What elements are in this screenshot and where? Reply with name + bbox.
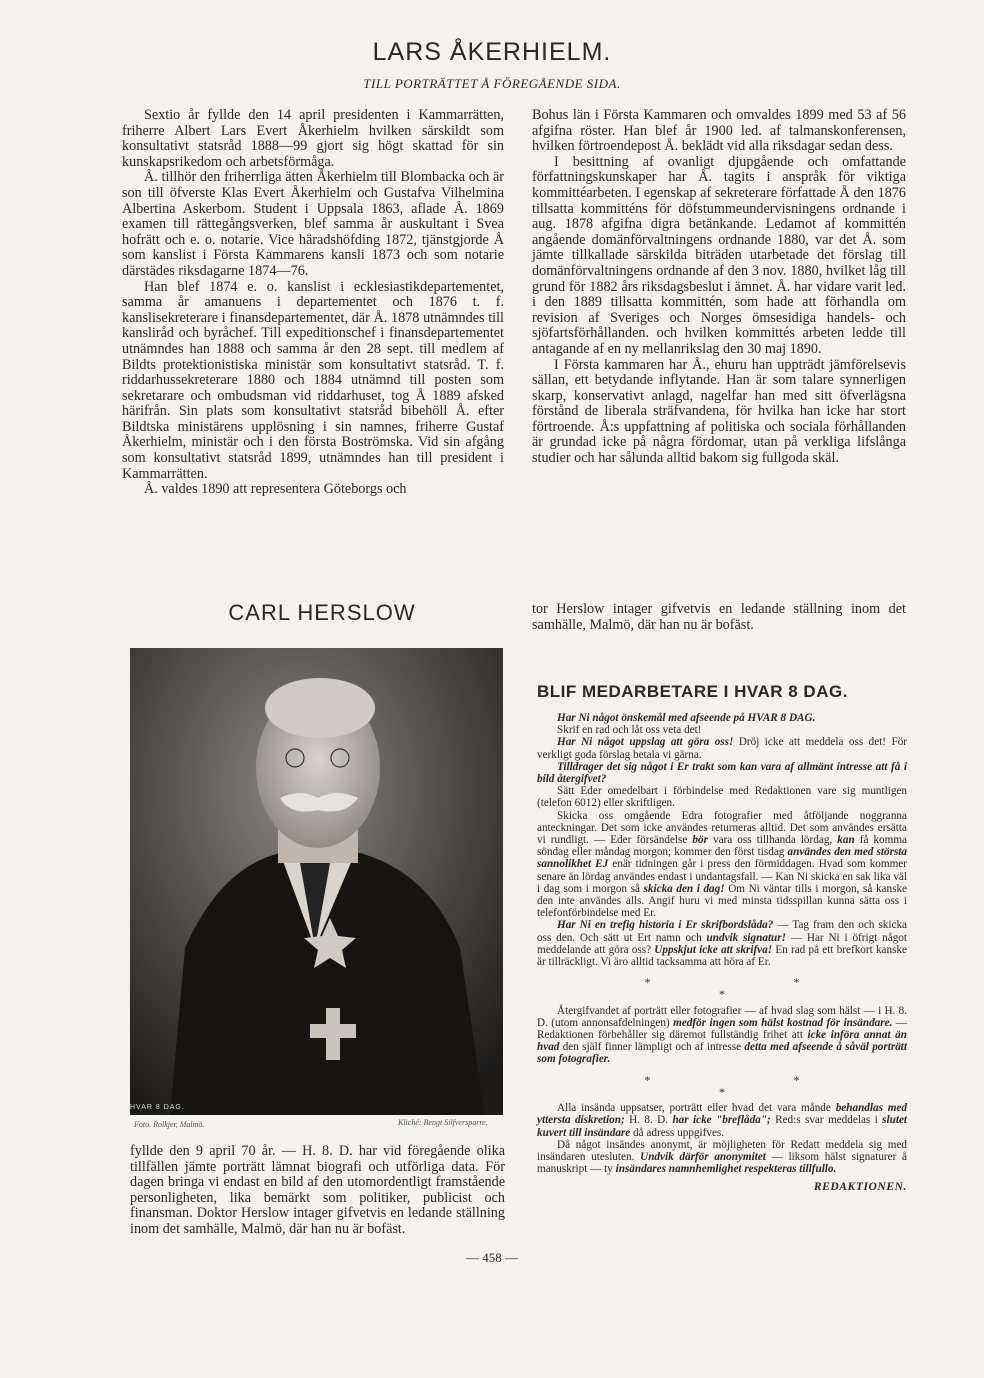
notice-emphasis: Uppskjut icke att skrifva!: [654, 943, 773, 956]
notice-text: den själf finner lämpligt och af intresse: [562, 1041, 742, 1054]
page-number: — 458 —: [466, 1250, 518, 1265]
notice-text: Sätt Eder omedelbart i förbindelse med Redaktionen vare sig muntligen (telefon 6012) eller skriftligen.: [537, 785, 907, 810]
photo-stamp: HVAR 8 DAG.: [130, 1104, 185, 1111]
notice-text: Om Ni väntar tills i morgon, så kanske den inte användes alls. Angif huru vi med minsta tidsspillan kunna sätta oss i telefonförbindelse med Er.: [537, 882, 908, 920]
notice-emphasis: skicka den i dag!: [643, 882, 725, 895]
notice-text: få komma söndag eller måndag morgon; kommer den först tisdag: [537, 834, 908, 859]
notice-text: — Redaktionen förbehåller sig däremot fullständig frihet att: [537, 1016, 907, 1042]
lars-paragraph: I Första kammaren har Å., ehuru han uppträdt jämförelsevis sällan, ett betydande inflytande. Han är som talare synnerligen skarp, konservativt anlagd, nagelfar han med sitt öfverlägsna förstånd de liberala sträfvandena, för hvilka han icke har stort förtroende. Å:s uppfattning af politiska och sociala förhållanden är grundad icke på några fördomar, utan på verkliga lifslånga studier och har sålunda alltid bakom sig fullgoda skäl.: [532, 356, 906, 467]
notice-text: då adress uppgifves.: [633, 1126, 725, 1139]
lars-paragraph: I besittning af ovanligt djupgående och omfattande författningskunskaper har Å. tagits i anspråk för viktiga kommittéarbeten. I egenskap af sekreterare författade Å den 1876 tillsatta kommitténs för döfstummeundervisningens ordnande i aug. 1878 afgifna digra betänkande. Ledamot af kommittén angående domänförvaltningens ordnande 1880, var det Å. som jämte tillkallade särskilda biträden utarbetade det förslag till domänförvaltningens ordnande af den 3 nov. 1880, hvilket låg till grund för 1882 års riksdagsbeslut i ämnet. Å. har vidare varit led. i den 1889 tillsatta kommittén, som hade att förhandla om revision af Sveriges och Norges ömsesidiga handels- och sjöfartsförhållanden. och hvilken kommittés arbeten ledde till antagande af en ny mellanrikslag den 30 maj 1890.: [532, 153, 906, 357]
lars-paragraph: Sextio år fyllde den 14 april presidenten i Kammarrätten, friherre Albert Lars Evert Åkerhielm hvilken särskildt som konsultativt statsråd 1888—99 gjort sig högt skattad för sin kunskapsrikedom och arbetsförmåga.: [122, 107, 504, 170]
article-subtitle: TILL PORTRÄTTET Å FÖREGÅENDE SIDA.: [363, 76, 621, 91]
notice-emphasis: användes den med största sannolikhet EJ: [537, 846, 908, 871]
photo-credit: Foto. Rolkjer, Malmö.: [134, 1120, 205, 1129]
notice-text: Dröj icke att meddela oss det! För verkligt goda förslag betala vi gärna.: [537, 736, 908, 761]
notice-question: Har Ni en trefig historia i Er skrifbordslåda?: [557, 919, 774, 932]
notice-emphasis: kan: [837, 834, 855, 847]
lars-column-right: [532, 108, 906, 467]
engraving-credit: Kliché: Bengt Silfversparre.: [398, 1118, 488, 1127]
notice-text: Återgifvandet af porträtt eller fotografier — af hvad slag som hälst — i H. 8. D. (utom annonsafdelningen): [537, 1004, 907, 1029]
notice-text: Alla insända uppsatser, porträtt eller hvad det vara månde: [557, 1102, 831, 1115]
notice-emphasis: undvik signatur!: [706, 931, 786, 944]
notice-text: Red:s svar meddelas i: [775, 1114, 878, 1127]
stars-divider: * * *: [644, 1072, 870, 1099]
stars-divider: * * *: [644, 975, 870, 1002]
carl-text-continued: tor Herslow intager gifvetvis en ledande ställning inom det samhälle, Malmö, där han nu är bofäst.: [532, 601, 906, 633]
signature: REDAKTIONEN.: [813, 1181, 907, 1194]
notice-question: Har Ni något önskemål med afseende på HVAR 8 DAG.: [557, 712, 816, 724]
carl-title: CARL HERSLOW: [228, 600, 416, 625]
notice-emphasis: slutet kuvert till insändare: [537, 1114, 908, 1139]
portrait-illustration: [130, 648, 503, 1115]
notice-text: — Har Ni i öfrigt något meddelande att göra oss?: [537, 931, 908, 956]
carl-column-left: [130, 1144, 505, 1238]
notice-emphasis: medför ingen som hälst kostnad för insändare.: [673, 1016, 893, 1029]
notice-text: H. 8. D.: [629, 1114, 669, 1127]
lars-paragraph: Bohus län i Första Kammaren och omvaldes 1899 med 53 af 56 afgifna röster. Han blef år 1900 led. af talmanskonferensen, hvilken förtroendepost Å. beklädt vid alla riksdagar sedan dess.: [532, 107, 906, 155]
notice-emphasis: insändares namnhemlighet respekteras tillfullo.: [615, 1163, 837, 1176]
notice-title: BLIF MEDARBETARE I HVAR 8 DAG.: [537, 682, 848, 701]
lars-paragraph: Å. valdes 1890 att representera Göteborgs och: [144, 481, 407, 498]
notice-text: vara oss tillhanda lördag,: [713, 834, 833, 847]
notice-emphasis: behandlas med yttersta diskretion;: [537, 1102, 908, 1127]
notice-text: enär tidningen går i press den förmiddagen. Hvad som kommer senare än lördag användes endast i undantagsfall. — Kan Ni skicka en sak lika väl i dag som i morgon så: [537, 858, 908, 895]
notice-emphasis: bör: [692, 834, 708, 847]
notice-text: — liksom hälst signaturer å manuskript — ty: [537, 1150, 908, 1176]
notice-text: Då något insändes anonymt, är möjligheten för Redatt meddela sig med insändaren utesluten.: [537, 1138, 907, 1163]
lars-column-left: [122, 108, 504, 498]
portrait-photo: [130, 648, 503, 1115]
notice-emphasis: har icke "breflåda";: [672, 1114, 771, 1127]
notice-text: — Tag fram den och skicka oss den. Och sätt ut Ert namn och: [537, 919, 908, 944]
notice-text: Skicka oss omgående Edra fotografier med åtföljande noggranna anteckningar. Det som icke användes returneras alltid. Det som användes ersätta vi rundligt. — Eder försändelse: [537, 809, 907, 847]
notice-emphasis: icke införa annat än hvad: [537, 1029, 907, 1054]
notice-question: Tilldrager det sig något i Er trakt som kan vara af allmänt intresse att få i bild återgifvet?: [537, 760, 907, 786]
article-title: LARS ÅKERHIELM.: [372, 38, 612, 66]
notice-text: Skrif en rad och låt oss veta det!: [557, 724, 702, 737]
notice-emphasis: Undvik därför anonymitet: [640, 1150, 766, 1163]
notice-body: [537, 712, 907, 1194]
carl-text: fyllde den 9 april 70 år. — H. 8. D. har vid föregående olika tillfällen jämte porträtt lämnat biografi och utförliga data. För dagen bringa vi endast en bild af den utomordentligt framstående personligheten, lika bemärkt som politiker, publicist och finansman. Doktor Herslow intager gifvetvis en ledande ställning inom det samhälle, Malmö, där han nu är bofäst.: [130, 1144, 505, 1237]
lars-paragraph: Han blef 1874 e. o. kanslist i ecklesiastikdepartementet, samma år amanuens i departementet och 1876 t. f. kanslisekreterare i finansdepartementet, där Å. 1878 utnämndes till kansliråd och byråchef. Till expeditionschef i finansdepartementet utnämndes han 1888 och samma år den 28 sept. till medlem af Bildts protektionistiska ministär som konsultativt statsråd. T. f. riddarhussekreterare 1880 och 1884 utnämnd till posten som sekretarare och ombudsman vid riddarhuset, tog Å 1889 afsked härifrån. Sin plats som konsultativt statsråd bibehöll Å. efter Bildtska ministärens upplösning i sin namnes, friherre Gustaf Åkerhielm, ministär och i den första Boströmska. Vid sin afgång som konsultativt statsråd 1899, utnämndes han till president i Kammarrätten.: [122, 278, 504, 482]
notice-text: En rad på ett brefkort kanske är tillräckligt. Vi äro alltid tacksamma att höra af Er.: [537, 943, 908, 969]
notice-emphasis: detta med afseende å såväl porträtt som fotografier.: [537, 1041, 908, 1066]
carl-column-right: [532, 602, 906, 633]
lars-paragraph: Å. tillhör den friherrliga ätten Åkerhielm till Blombacka och är son till öfverste Klas Evert Åkerhielm och Gustafva Vilhelmina Albertina Askerbom. Student i Uppsala 1863, aflade Å. 1869 examen till rättegångsverken, blef samma år auskultant i Svea hofrätt och e. o. notarie. Vice häradshöfding 1872, tjänstgjorde Å som kanslist i Första Kammarens kansli 1873 och som notarie därstädes riksdagarne 1874—76.: [122, 169, 504, 279]
notice-question: Har Ni något uppslag att göra oss!: [557, 736, 734, 749]
